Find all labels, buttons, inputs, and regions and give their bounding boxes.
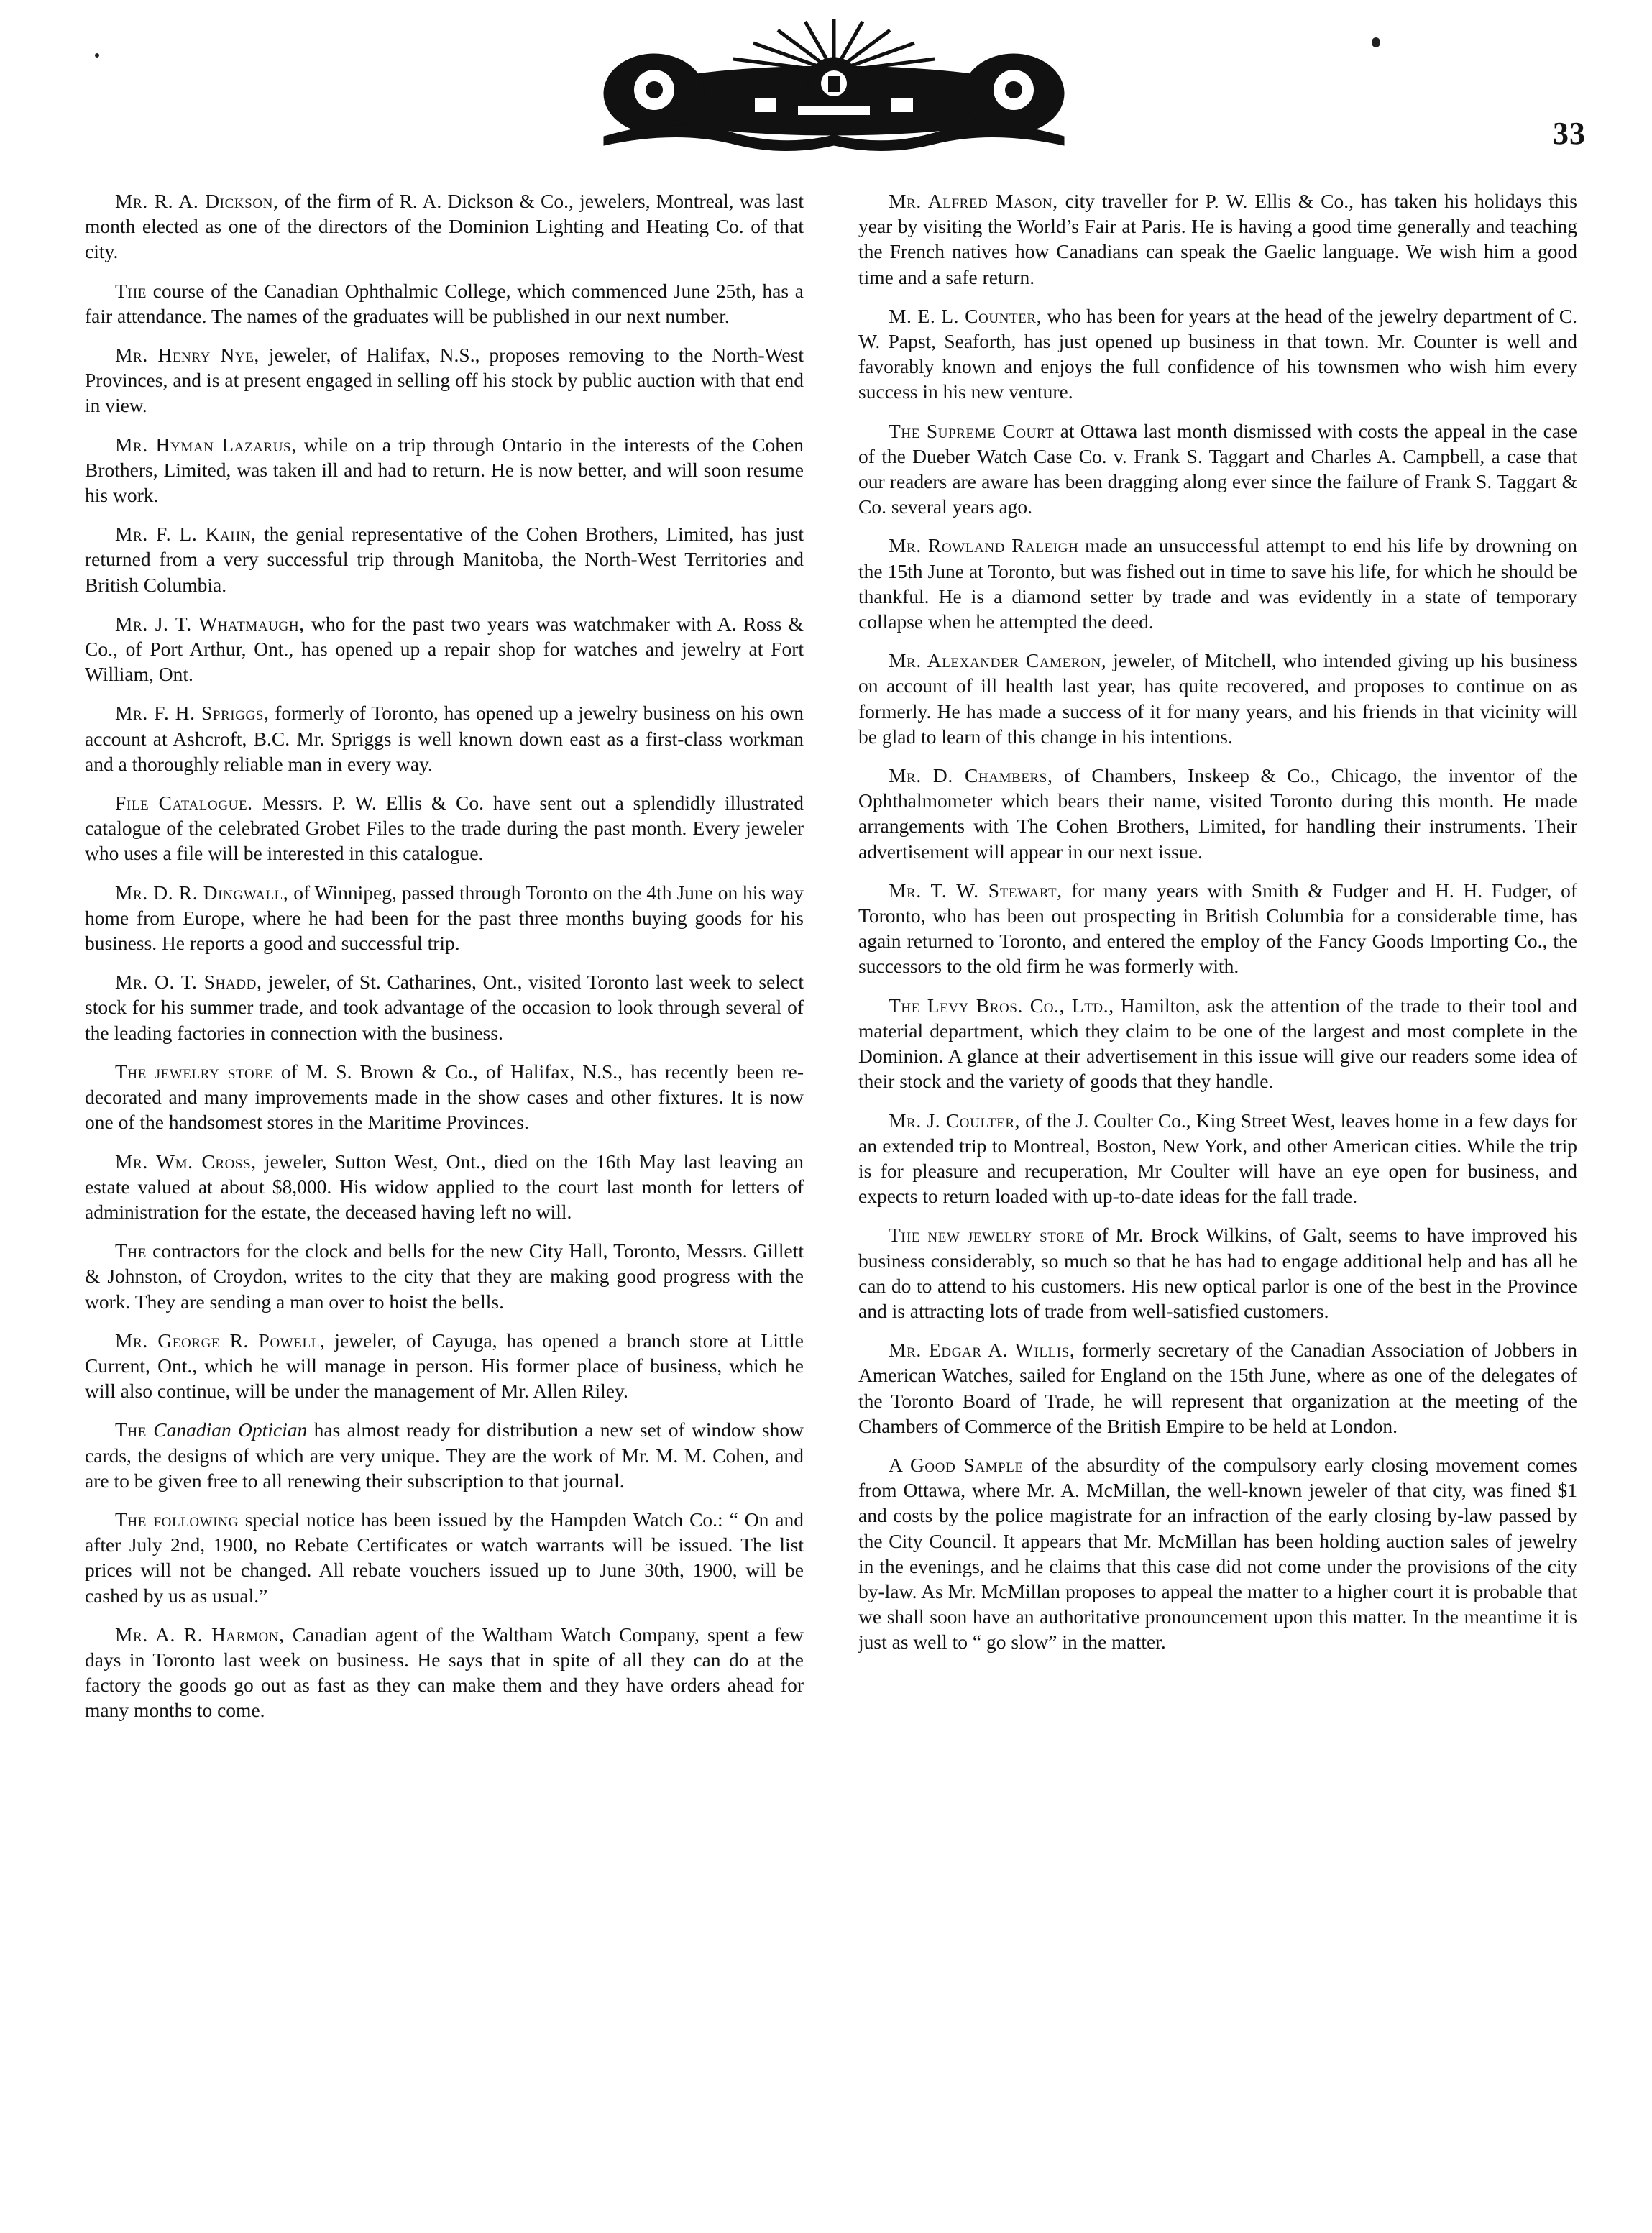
item-text: jeweler, of Mitchell, who intended giving up his business on account of ill health last year, has quite recovered, and proposes to continue on as formerly. He has made a success of it for many years, and his friends in that vicinity will be glad to learn of this change in his intentions. [858,649,1577,748]
item-text: of M. S. Brown & Co., of Halifax, N.S., has recently been re-decorated and many improvements made in the show cases and other fixtures. It is now one of the handsomest stores in the Maritime Provinces. [85,1060,804,1134]
news-item [85,1059,804,1135]
news-item [858,533,1577,634]
item-lead: Mr. Wm. Cross, [115,1150,257,1173]
item-text: jeweler, of Halifax, N.S., proposes removing to the North-West Provinces, and is at present engaged in selling off his stock by public auction with that end in view. [85,344,804,417]
item-lead: File Catalogue. [115,792,253,815]
item-lead: Mr. Hyman Lazarus, [115,433,297,456]
item-lead: Mr. Edgar A. Willis, [889,1339,1075,1362]
item-lead: Mr. F. H. Spriggs, [115,702,270,725]
item-lead: M. E. L. Counter, [889,304,1042,327]
journal-title: Canadian Optician [146,1418,308,1441]
news-item [85,790,804,866]
item-lead: The Supreme Court [889,419,1055,442]
item-text: of Winnipeg, passed through Toronto on the 4th June on his way home from Europe, where he had been for the past three months buying goods for his business. He reports a good and successful trip. [85,881,804,955]
print-speck [1372,37,1380,47]
item-lead: The [115,1239,147,1262]
item-text: Canadian agent of the Waltham Watch Company, spent a few days in Toronto last week on business. He says that in spite of all they can do at the factory the goods go out as fast as they can make them and they have orders ahead for many months to come. [85,1623,804,1722]
item-text: of the J. Coulter Co., King Street West, leaves home in a few days for an extended trip to Montreal, Boston, New York, and other American cities. While the trip is for pleasure and recuperation, Mr Coulter will have an eye open for business, and expects to return loaded with up-to-date ideas for the fall trade. [858,1109,1577,1208]
item-text: formerly secretary of the Canadian Association of Jobbers in American Watches, sailed for England on the 15th June, where as one of the delegates of the Toronto Board of Trade, he will represent that organization at the meeting of the Chambers of Commerce of the British Empire to be held at London. [858,1339,1577,1437]
news-item [858,1337,1577,1439]
item-lead: The new jewelry store [889,1224,1085,1247]
news-item [85,188,804,265]
item-lead: Mr. R. A. Dickson, [115,190,279,212]
ornamental-sunburst-masthead-icon [589,14,1078,158]
item-text: Hamilton, ask the attention of the trade to their tool and material department, which they claim to be one of the largest and most complete in the Dominion. A glance at their advertisement in this issue will give our readers some idea of their stock and the variety of goods that they handle. [858,994,1578,1093]
item-text: jeweler, Sutton West, Ont., died on the 16th May last leaving an estate valued at about $8,000. His widow applied to the court last month for letters of administration for the estate, the deceased having left no will. [85,1150,804,1223]
news-item [858,1222,1577,1324]
news-item [858,418,1577,520]
news-item [858,878,1577,979]
item-text: while on a trip through Ontario in the interests of the Cohen Brothers, Limited, was taken ill and had to return. He is now better, and will soon resume his work. [85,433,804,507]
item-text: contractors for the clock and bells for the new City Hall, Toronto, Messrs. Gillett & Johnston, of Croydon, writes to the city that they are making good progress with the work. They are sending a man over to hoist the bells. [85,1239,804,1313]
right-column [858,188,1577,1669]
item-lead: Mr. D. Chambers, [889,764,1053,787]
news-item [858,648,1577,749]
news-item [85,880,804,956]
print-speck [95,53,99,58]
item-lead: The following [115,1508,239,1531]
news-item [85,1328,804,1404]
item-lead: A Good Sample [889,1453,1024,1476]
left-column [85,188,804,1737]
news-item [85,611,804,687]
item-lead: The [115,1418,147,1441]
page-number: 33 [1553,116,1586,151]
news-item [858,1452,1577,1655]
item-lead: Mr. J. Coulter, [889,1109,1021,1132]
item-lead: Mr. Alfred Mason, [889,190,1058,212]
news-item [85,278,804,329]
news-item [85,1149,804,1225]
item-text: of Mr. Brock Wilkins, of Galt, seems to have improved his business considerably, so much so that he has had to engage additional help and has all he can do to attend to his customers. His new optical parlor is one of the best in the Province and is attracting lots of trade from well-satisfied customers. [858,1224,1577,1322]
news-item [85,1507,804,1608]
item-lead: Mr. T. W. Stewart, [889,879,1063,902]
item-lead: The Levy Bros. Co., Ltd., [889,994,1114,1017]
item-text: who has been for years at the head of the jewelry department of C. W. Papst, Seaforth, has just opened up business in that town. Mr. Counter is well and favorably known and enjoys the full confidence of his townsmen who wish him every success in his new venture. [858,304,1578,403]
item-lead: Mr. George R. Powell, [115,1329,326,1352]
item-lead: Mr. O. T. Shadd, [115,971,262,994]
news-item [85,969,804,1045]
item-text: Messrs. P. W. Ellis & Co. have sent out a splendidly illustrated catalogue of the celebrated Grobet Files to the trade during the past month. Every jeweler who uses a file will be interested in this catalogue. [85,792,804,865]
item-text: of the absurdity of the compulsory early closing movement comes from Ottawa, where Mr. A. McMillan, the well-known jeweler of that city, was fined $1 and costs by the police magistrate for an infraction of the early closing by-law passed by the City Council. It appears that Mr. McMillan has been holding auction sales of jewelry in the evenings, and he claims that this case did not come under the provisions of the city by-law. As Mr. McMillan proposes to appeal the matter to a higher court it is probable that we shall soon have an authoritative pronouncement upon this matter. In the meantime it is just as well to “ go slow” in the matter. [858,1453,1578,1654]
item-lead: Mr. J. T. Whatmaugh, [115,612,305,635]
item-text: city traveller for P. W. Ellis & Co., has taken his holidays this year by visiting the World’s Fair at Paris. He is having a good time generally and teaching the French natives how Canadians can speak the Gaelic language. We wish him a good time and a safe return. [858,190,1577,288]
item-text: of Chambers, Inskeep & Co., Chicago, the inventor of the Ophthalmometer which bears their name, visited Toronto during this month. He made arrangements with The Cohen Brothers, Limited, for handling their instruments. Their advertisement will appear in our next issue. [858,764,1577,863]
item-lead: Mr. F. L. Kahn, [115,523,257,546]
news-item [858,188,1577,290]
item-lead: The jewelry store [115,1060,273,1083]
item-text: for many years with Smith & Fudger and H. H. Fudger, of Toronto, who has been out prospecting in British Columbia for a considerable time, has again returned to Toronto, and entered the employ of the Fancy Goods Importing Co., the successors to the old firm he was formerly with. [858,879,1578,978]
news-item [858,763,1577,864]
item-lead: Mr. D. R. Dingwall, [115,881,289,904]
item-text: jeweler, of St. Catharines, Ont., visited Toronto last week to select stock for his summer trade, and took advantage of the occasion to look through several of the leading factories in connection with the business. [85,971,804,1044]
news-item [85,432,804,508]
news-item [858,1108,1577,1209]
item-lead: The [115,279,147,302]
news-item [85,521,804,597]
news-item [85,700,804,776]
item-lead: Mr. Henry Nye, [115,344,260,367]
news-item [858,303,1577,405]
item-text: who for the past two years was watchmaker with A. Ross & Co., of Port Arthur, Ont., has opened up a repair shop for watches and jewelry at Fort William, Ont. [85,612,804,686]
item-text: the genial representative of the Cohen Brothers, Limited, has just returned from a very successful trip through Manitoba, the North-West Territories and British Columbia. [85,523,804,596]
item-text: formerly of Toronto, has opened up a jewelry business on his own account at Ashcroft, B.C. Mr. Spriggs is well known down east as a first-class workman and a thoroughly reliable man in every way. [85,702,804,775]
news-item [85,342,804,418]
item-text: at Ottawa last month dismissed with costs the appeal in the case of the Dueber Watch Case Co. v. Frank S. Taggart and Charles A. Campbell, a case that our readers are aware has been dragging along ever since the failure of Frank S. Taggart & Co. several years ago. [858,419,1578,518]
item-text: special notice has been issued by the Hampden Watch Co.: “ On and after July 2nd, 1900, no Rebate Certificates or watch warrants will be issued. The list prices will not be changed. All rebate vouchers issued up to June 30th, 1900, will be cashed by us as usual.” [85,1508,804,1607]
item-lead: Mr. A. R. Harmon, [115,1623,285,1646]
news-item [85,1622,804,1723]
news-item [85,1238,804,1314]
item-lead: Mr. Rowland Raleigh [889,534,1079,557]
item-text: made an unsuccessful attempt to end his life by drowning on the 15th June at Toronto, but was fished out in time to save his life, for which he should be thankful. He is a diamond setter by trade and was evidently in a state of temporary collapse when he attempted the deed. [858,534,1577,633]
item-text: of the firm of R. A. Dickson & Co., jewelers, Montreal, was last month elected as one of the directors of the Dominion Lighting and Heating Co. of that city. [85,190,804,263]
news-item [858,993,1577,1094]
item-text: course of the Canadian Ophthalmic College, which commenced June 25th, has a fair attendance. The names of the graduates will be published in our next number. [85,279,804,327]
item-text: jeweler, of Cayuga, has opened a branch store at Little Current, Ont., which he will manage in person. His former place of business, which he will also continue, will be under the management of Mr. Allen Riley. [85,1329,804,1403]
news-item [85,1417,804,1493]
item-text: has almost ready for distribution a new set of window show cards, the designs of which are very unique. They are the work of Mr. M. M. Cohen, and are to be given free to all renewing their subscription to that journal. [85,1418,804,1492]
item-lead: Mr. Alexander Cameron, [889,649,1107,672]
